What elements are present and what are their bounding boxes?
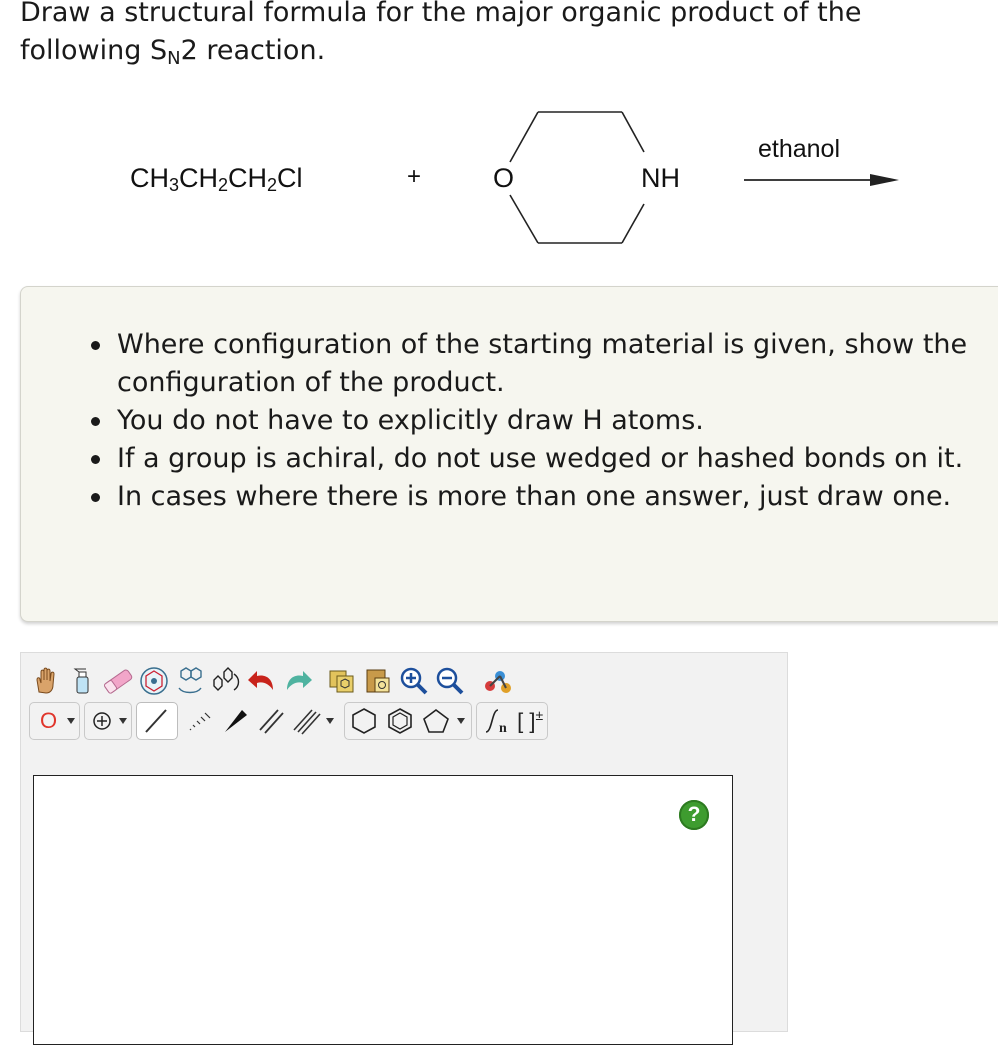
atom-selector-label: O [40,708,58,733]
copy-icon[interactable] [325,664,359,698]
instruction-item: If a group is achiral, do not use wedged or hashed bonds on it. [85,440,985,478]
chevron-down-icon[interactable] [326,718,334,724]
plus-sign: + [407,163,422,190]
question-line1: Draw a structural formula for the major organic product of the [20,0,862,28]
help-button[interactable]: ? [679,800,709,830]
atom-selector[interactable] [29,702,80,740]
rotate-structure-icon[interactable] [209,664,243,698]
instructions-list [85,326,985,516]
instruction-item: You do not have to explicitly draw H atoms. [85,402,985,440]
reactant-propyl-chloride: $CH_3CH_2CH_2Cl$ [130,163,303,195]
chevron-down-icon [67,718,75,724]
question-line2-suffix: 2 reaction. [180,35,326,66]
ring-nh-label: NH [641,163,680,193]
chevron-down-icon [119,718,127,724]
hand-pan-icon[interactable] [29,664,63,698]
instructions-box [20,286,998,622]
solvent-label: ethanol [758,135,841,163]
zoom-out-icon[interactable] [433,664,467,698]
benzene-ring-icon[interactable] [383,704,417,738]
single-bond-icon[interactable] [139,704,173,738]
paste-icon[interactable] [361,664,395,698]
charge-plus-icon [89,708,115,734]
pentagon-ring-icon[interactable] [419,704,453,738]
instruction-item: Where configuration of the starting material is given, show the configuration of the product. [85,326,985,402]
question-line2-sub: N [167,48,181,69]
misc-tools [476,702,548,740]
chevron-down-icon[interactable] [457,718,465,724]
wedge-bond-icon[interactable] [218,704,252,738]
zoom-in-icon[interactable] [397,664,431,698]
hashed-bond-icon[interactable] [182,704,216,738]
reaction-scheme [0,95,998,265]
ring-oxygen-label: O [493,163,515,193]
eraser-icon[interactable] [101,664,135,698]
undo-icon[interactable] [245,664,279,698]
instruction-item: In cases where there is more than one answer, just draw one. [85,478,985,516]
triple-bond-icon[interactable] [290,704,324,738]
svg-text:n: n [499,721,507,736]
clean-structure-icon[interactable] [173,664,207,698]
bond-selector [136,702,178,740]
toolbar-bottom [29,701,552,741]
question-line2-prefix: following S [20,35,168,66]
ring-template-icon[interactable] [137,664,171,698]
chain-repeat-icon[interactable] [481,704,515,738]
ring-selector [344,702,472,740]
hexagon-ring-icon[interactable] [347,704,381,738]
bracket-tool[interactable]: [ ]± [517,707,544,734]
templates-icon[interactable] [481,664,515,698]
reaction-arrow [744,171,904,191]
drawing-canvas[interactable] [33,775,733,1045]
toolbar-top [29,661,517,701]
redo-icon[interactable] [281,664,315,698]
structure-sketcher [20,652,788,1032]
double-bond-icon[interactable] [254,704,288,738]
question-text [20,0,980,78]
charge-selector[interactable] [84,702,132,740]
spray-bottle-icon[interactable] [65,664,99,698]
